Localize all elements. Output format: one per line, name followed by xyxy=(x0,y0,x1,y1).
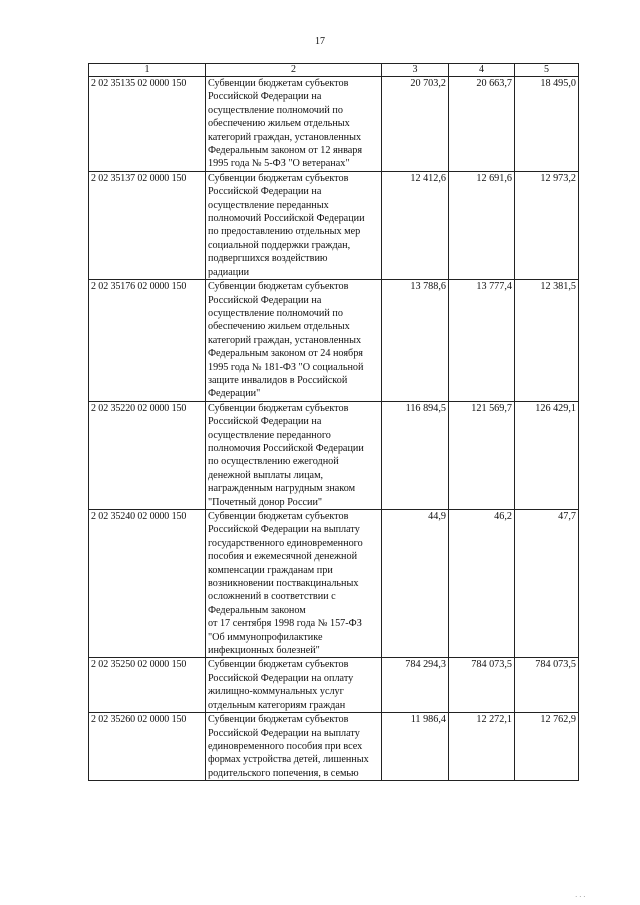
budget-code: 2 02 35240 02 0000 150 xyxy=(89,510,206,658)
table-row xyxy=(89,658,579,713)
description-line: Федеральным законом от 24 ноября xyxy=(208,348,363,360)
amount-v5: 18 495,0 xyxy=(515,77,579,172)
description-line: по осуществлению ежегодной xyxy=(208,456,339,468)
amount-v5: 47,7 xyxy=(515,510,579,658)
description-line: Российской Федерации на xyxy=(208,91,322,103)
description-line: Субвенции бюджетам субъектов xyxy=(208,281,349,293)
column-header-5: 5 xyxy=(515,64,579,77)
amount-v5: 12 381,5 xyxy=(515,280,579,402)
description-line: "Об иммунопрофилактике xyxy=(208,631,323,643)
budget-description xyxy=(206,713,382,781)
table-row xyxy=(89,401,579,509)
budget-description xyxy=(206,77,382,172)
description-line: Федеральным законом xyxy=(208,604,306,616)
description-line: категорий граждан, установленных xyxy=(208,131,362,143)
description-line: 1995 года № 5-ФЗ "О ветеранах" xyxy=(208,158,350,170)
table-header-row xyxy=(89,64,579,77)
amount-v4: 784 073,5 xyxy=(449,658,515,713)
budget-description xyxy=(206,280,382,402)
description-line: осуществление полномочий по xyxy=(208,104,343,116)
description-line: формах устройства детей, лишенных xyxy=(208,754,369,766)
table-row xyxy=(89,713,579,781)
description-line: подвергшихся воздействию xyxy=(208,253,328,265)
description-line: Российской Федерации на оплату xyxy=(208,672,354,684)
amount-v3: 44,9 xyxy=(382,510,449,658)
description-line: Российской Федерации на xyxy=(208,186,322,198)
amount-v3: 116 894,5 xyxy=(382,401,449,509)
description-line: денежной выплаты лицам, xyxy=(208,469,324,481)
description-line: компенсации гражданам при xyxy=(208,564,333,576)
budget-code: 2 02 35260 02 0000 150 xyxy=(89,713,206,781)
description-line: осуществление полномочий по xyxy=(208,307,343,319)
description-line: родительского попечения, в семью xyxy=(208,767,359,779)
amount-v5: 12 973,2 xyxy=(515,171,579,279)
description-line: обеспечению жильем отдельных xyxy=(208,321,350,333)
corner-mark: · · · xyxy=(575,893,586,901)
description-line: жилищно-коммунальных услуг xyxy=(208,686,344,698)
amount-v3: 11 986,4 xyxy=(382,713,449,781)
amount-v3: 784 294,3 xyxy=(382,658,449,713)
description-line: категорий граждан, установленных xyxy=(208,334,362,346)
description-line: радиации xyxy=(208,266,250,278)
budget-description xyxy=(206,658,382,713)
amount-v4: 13 777,4 xyxy=(449,280,515,402)
budget-code: 2 02 35250 02 0000 150 xyxy=(89,658,206,713)
description-line: награжденным нагрудным знаком xyxy=(208,483,356,495)
description-line: Субвенции бюджетам субъектов xyxy=(208,402,349,414)
description-line: полномочия Российской Федерации xyxy=(208,442,364,454)
budget-code: 2 02 35220 02 0000 150 xyxy=(89,401,206,509)
description-line: Субвенции бюджетам субъектов xyxy=(208,78,349,89)
budget-code: 2 02 35137 02 0000 150 xyxy=(89,171,206,279)
description-line: Российской Федерации на выплату xyxy=(208,727,360,739)
budget-description xyxy=(206,510,382,658)
description-line: обеспечению жильем отдельных xyxy=(208,118,350,130)
description-line: Российской Федерации на xyxy=(208,416,322,428)
amount-v4: 20 663,7 xyxy=(449,77,515,172)
table-row xyxy=(89,510,579,658)
amount-v4: 46,2 xyxy=(449,510,515,658)
description-line: осложнений в соответствии с xyxy=(208,591,336,603)
amount-v3: 13 788,6 xyxy=(382,280,449,402)
description-line: государственного единовременного xyxy=(208,537,363,549)
description-line: Субвенции бюджетам субъектов xyxy=(208,511,349,522)
page-number: 17 xyxy=(315,36,325,47)
description-line: Субвенции бюджетам субъектов xyxy=(208,659,349,671)
description-line: инфекционных болезней" xyxy=(208,645,320,657)
description-line: полномочий Российской Федерации xyxy=(208,213,365,225)
budget-code: 2 02 35135 02 0000 150 xyxy=(89,77,206,172)
table-row xyxy=(89,280,579,402)
description-line: защите инвалидов в Российской xyxy=(208,374,348,386)
description-line: 1995 года № 181-ФЗ "О социальной xyxy=(208,361,364,373)
description-line: "Почетный донор России" xyxy=(208,496,323,508)
description-line: Федеральным законом от 12 января xyxy=(208,145,363,157)
amount-v4: 12 272,1 xyxy=(449,713,515,781)
description-line: осуществление переданного xyxy=(208,429,331,441)
description-line: Российской Федерации на выплату xyxy=(208,524,360,536)
budget-description xyxy=(206,401,382,509)
amount-v5: 126 429,1 xyxy=(515,401,579,509)
amount-v4: 121 569,7 xyxy=(449,401,515,509)
description-line: социальной поддержки граждан, xyxy=(208,239,351,251)
description-line: осуществление переданных xyxy=(208,199,329,211)
description-line: от 17 сентября 1998 года № 157-ФЗ xyxy=(208,618,362,630)
description-line: Субвенции бюджетам субъектов xyxy=(208,172,349,184)
amount-v4: 12 691,6 xyxy=(449,171,515,279)
column-header-1: 1 xyxy=(89,64,206,77)
budget-table xyxy=(88,63,579,781)
description-line: Федерации" xyxy=(208,388,261,400)
table-row xyxy=(89,171,579,279)
description-line: пособия и ежемесячной денежной xyxy=(208,551,358,563)
amount-v5: 12 762,9 xyxy=(515,713,579,781)
budget-code: 2 02 35176 02 0000 150 xyxy=(89,280,206,402)
description-line: единовременного пособия при всех xyxy=(208,740,363,752)
description-line: отдельным категориям граждан xyxy=(208,699,346,711)
description-line: Субвенции бюджетам субъектов xyxy=(208,714,349,726)
budget-description xyxy=(206,171,382,279)
column-header-3: 3 xyxy=(382,64,449,77)
description-line: возникновении поствакцинальных xyxy=(208,578,359,590)
amount-v3: 12 412,6 xyxy=(382,171,449,279)
column-header-4: 4 xyxy=(449,64,515,77)
table-body xyxy=(89,77,579,781)
description-line: по предоставлению отдельных мер xyxy=(208,226,361,238)
column-header-2: 2 xyxy=(206,64,382,77)
table-row xyxy=(89,77,579,172)
amount-v3: 20 703,2 xyxy=(382,77,449,172)
amount-v5: 784 073,5 xyxy=(515,658,579,713)
description-line: Российской Федерации на xyxy=(208,294,322,306)
